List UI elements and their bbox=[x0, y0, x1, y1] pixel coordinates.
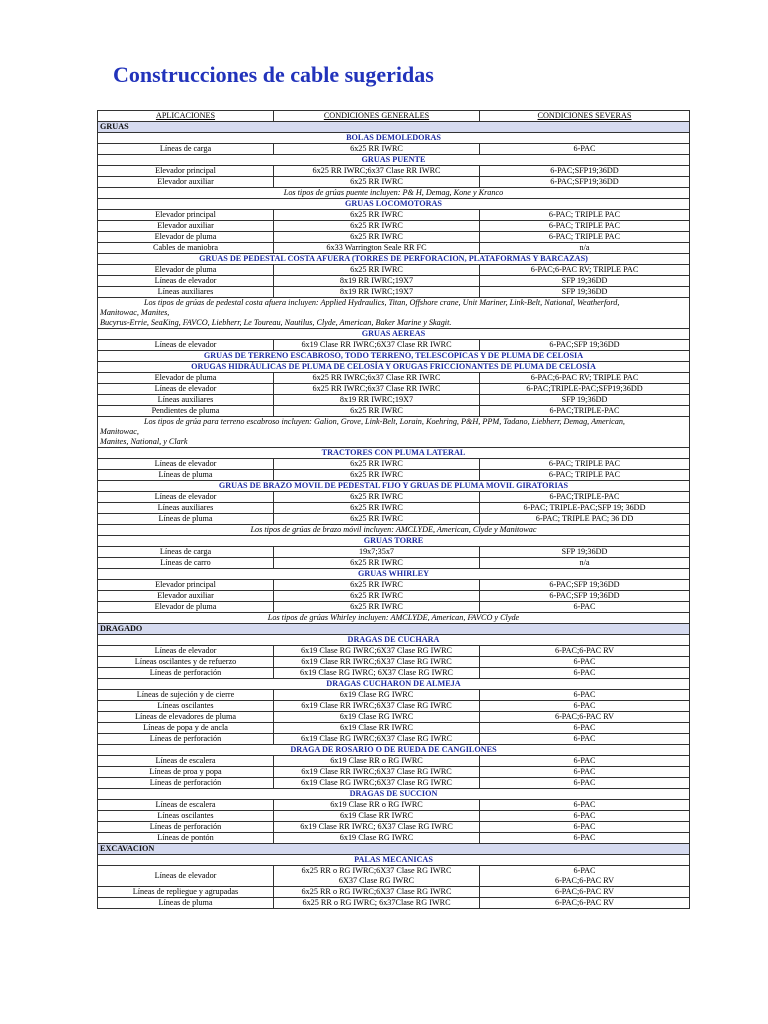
section-row bbox=[98, 122, 690, 133]
cell-aplicacion: Elevador de pluma bbox=[98, 373, 274, 384]
table-row bbox=[98, 580, 690, 591]
subsection-row bbox=[98, 351, 690, 362]
note-line: Bucyrus-Errie, SeaKing, FAVCO, Liebherr, Le Toureau, Nautilus, Clyde, American, Baker Marine y Skagit. bbox=[100, 318, 452, 327]
cell-condiciones-generales: 6x19 Clase RG IWRC;6X37 Clase RG IWRC bbox=[274, 778, 480, 789]
table-row bbox=[98, 406, 690, 417]
cell-condiciones-generales: 6x19 Clase RG IWRC bbox=[274, 690, 480, 701]
table-header-row bbox=[98, 111, 690, 122]
table-row bbox=[98, 767, 690, 778]
cell-condiciones-severas: 6-PAC;SFP 19;36DD bbox=[480, 580, 690, 591]
table-row bbox=[98, 866, 690, 887]
table-row bbox=[98, 602, 690, 613]
cell-condiciones-generales: 6x19 Clase RR IWRC; 6X37 Clase RG IWRC bbox=[274, 822, 480, 833]
table-row bbox=[98, 166, 690, 177]
cell-condiciones-severas: SFP 19;36DD bbox=[480, 287, 690, 298]
table-row bbox=[98, 778, 690, 789]
table-row bbox=[98, 734, 690, 745]
table-row bbox=[98, 340, 690, 351]
cell-condiciones-severas: 6-PAC; TRIPLE PAC bbox=[480, 459, 690, 470]
cell-aplicacion: Elevador principal bbox=[98, 580, 274, 591]
cell-aplicacion: Líneas de elevador bbox=[98, 646, 274, 657]
cell-line: 6x25 RR o RG IWRC;6X37 Clase RG IWRC bbox=[301, 866, 452, 875]
cell-aplicacion: Líneas auxiliares bbox=[98, 503, 274, 514]
subsection-row bbox=[98, 745, 690, 756]
note-cell bbox=[98, 417, 690, 448]
note-line: Manites, National, y Clark bbox=[100, 437, 188, 446]
cell-condiciones-severas: 6-PAC; TRIPLE PAC bbox=[480, 470, 690, 481]
note-cell: Los tipos de grúas puente incluyen: P& H, Demag, Kone y Kranco bbox=[98, 188, 690, 199]
table-row bbox=[98, 701, 690, 712]
cell-condiciones-severas: 6-PAC;6-PAC RV bbox=[480, 898, 690, 909]
cell-condiciones-generales: 8x19 RR IWRC;19X7 bbox=[274, 395, 480, 406]
cell-condiciones-severas: n/a bbox=[480, 243, 690, 254]
note-cell bbox=[98, 298, 690, 329]
cell-condiciones-severas: 6-PAC bbox=[480, 767, 690, 778]
cell-aplicacion: Líneas de pontón bbox=[98, 833, 274, 844]
cell-condiciones-generales: 6x25 RR IWRC bbox=[274, 602, 480, 613]
cell-aplicacion: Líneas de elevador bbox=[98, 459, 274, 470]
subsection-row bbox=[98, 679, 690, 690]
section-title: GRUAS bbox=[98, 122, 690, 133]
subsection-row bbox=[98, 481, 690, 492]
cell-aplicacion: Líneas de escalera bbox=[98, 800, 274, 811]
cell-condiciones-severas: 6-PAC bbox=[480, 778, 690, 789]
note-row bbox=[98, 417, 690, 448]
cell-condiciones-generales: 6x19 Clase RG IWRC bbox=[274, 833, 480, 844]
subsection-title: BOLAS DEMOLEDORAS bbox=[98, 133, 690, 144]
cell-condiciones-severas: 6-PAC bbox=[480, 800, 690, 811]
note-line: Los tipos de grúas de pedestal costa afuera incluyen: Applied Hydraulics, Titan, Offshore crane, Unit Mariner, Link-Belt, National, Weatherford, bbox=[144, 298, 620, 307]
cell-condiciones-generales: 6x25 RR IWRC bbox=[274, 221, 480, 232]
subsection-row bbox=[98, 789, 690, 800]
subsection-title: DRAGAS DE SUCCION bbox=[98, 789, 690, 800]
cell-condiciones-generales: 6x19 Clase RR IWRC;6X37 Clase RR IWRC bbox=[274, 340, 480, 351]
cell-condiciones-generales: 6x25 RR IWRC;6x37 Clase RR IWRC bbox=[274, 373, 480, 384]
cell-condiciones-generales: 6x25 RR o RG IWRC;6X37 Clase RG IWRC bbox=[274, 887, 480, 898]
cell-aplicacion: Elevador auxiliar bbox=[98, 177, 274, 188]
table-row bbox=[98, 822, 690, 833]
cell-aplicacion: Pendientes de pluma bbox=[98, 406, 274, 417]
cell-aplicacion: Líneas de pluma bbox=[98, 898, 274, 909]
subsection-title: GRUAS WHIRLEY bbox=[98, 569, 690, 580]
cell-line: 6X37 Clase RG IWRC bbox=[338, 876, 415, 885]
cell-condiciones-generales: 6x19 Clase RR o RG IWRC bbox=[274, 800, 480, 811]
cell-condiciones-severas: 6-PAC; TRIPLE PAC bbox=[480, 221, 690, 232]
cell-aplicacion: Líneas de carga bbox=[98, 547, 274, 558]
note-line: Los tipos de grúa para terreno escabroso incluyen: Galion, Grove, Link-Belt, Lorain, Koehring, P&H, PPM, Tadano, Liebherr, Demag, American, bbox=[144, 417, 625, 426]
cell-condiciones-severas: 6-PAC;TRIPLE-PAC bbox=[480, 492, 690, 503]
cell-condiciones-severas: 6-PAC bbox=[480, 657, 690, 668]
cell-aplicacion: Líneas de elevador bbox=[98, 866, 274, 887]
cell-condiciones-severas: 6-PAC;6-PAC RV; TRIPLE PAC bbox=[480, 265, 690, 276]
table-row bbox=[98, 210, 690, 221]
cell-condiciones-severas: 6-PAC;SFP 19;36DD bbox=[480, 340, 690, 351]
cell-aplicacion: Líneas de elevador bbox=[98, 276, 274, 287]
cell-condiciones-generales: 19x7;35x7 bbox=[274, 547, 480, 558]
subsection-row bbox=[98, 254, 690, 265]
note-row bbox=[98, 613, 690, 624]
cell-condiciones-generales: 6x25 RR IWRC bbox=[274, 144, 480, 155]
table-row bbox=[98, 547, 690, 558]
cell-condiciones-generales: 8x19 RR IWRC;19X7 bbox=[274, 287, 480, 298]
cell-line: 6-PAC;6-PAC RV bbox=[554, 876, 615, 885]
subsection-row bbox=[98, 199, 690, 210]
cell-condiciones-generales: 6x19 Clase RR IWRC;6X37 Clase RG IWRC bbox=[274, 701, 480, 712]
cell-condiciones-severas: 6-PAC bbox=[480, 734, 690, 745]
table-row bbox=[98, 492, 690, 503]
cell-condiciones-severas: 6-PAC bbox=[480, 602, 690, 613]
cell-condiciones-generales: 6x19 Clase RR IWRC bbox=[274, 723, 480, 734]
cell-condiciones-severas: 6-PAC bbox=[480, 144, 690, 155]
note-cell: Los tipos de grúas Whirley incluyen: AMCLYDE, American, FAVCO y Clyde bbox=[98, 613, 690, 624]
subsection-title: TRACTORES CON PLUMA LATERAL bbox=[98, 448, 690, 459]
table-row bbox=[98, 712, 690, 723]
table-row bbox=[98, 800, 690, 811]
note-row bbox=[98, 188, 690, 199]
subsection-row bbox=[98, 329, 690, 340]
cell-condiciones-generales: 8x19 RR IWRC;19X7 bbox=[274, 276, 480, 287]
cell-condiciones-severas: 6-PAC;6-PAC RV; TRIPLE PAC bbox=[480, 373, 690, 384]
cell-condiciones-generales: 6x19 Clase RG IWRC;6X37 Clase RG IWRC bbox=[274, 646, 480, 657]
table-row bbox=[98, 657, 690, 668]
cell-condiciones-severas: 6-PAC bbox=[480, 811, 690, 822]
cell-aplicacion: Líneas auxiliares bbox=[98, 395, 274, 406]
cell-condiciones-generales: 6x25 RR IWRC bbox=[274, 558, 480, 569]
header-condiciones-severas: CONDICIONES SEVERAS bbox=[480, 111, 690, 122]
cell-condiciones-severas: 6-PAC;6-PAC RV bbox=[480, 712, 690, 723]
cell-condiciones-severas: 6-PAC;SFP 19;36DD bbox=[480, 591, 690, 602]
table-row bbox=[98, 690, 690, 701]
cell-condiciones-severas: SFP 19;36DD bbox=[480, 395, 690, 406]
cell-condiciones-generales: 6x25 RR IWRC bbox=[274, 514, 480, 525]
cell-condiciones-severas: 6-PAC; TRIPLE PAC; 36 DD bbox=[480, 514, 690, 525]
cell-condiciones-severas: 6-PAC bbox=[480, 723, 690, 734]
cell-condiciones-severas: 6-PAC bbox=[480, 833, 690, 844]
header-aplicaciones: APLICACIONES bbox=[98, 111, 274, 122]
cell-aplicacion: Líneas de sujeción y de cierre bbox=[98, 690, 274, 701]
cell-aplicacion: Líneas auxiliares bbox=[98, 287, 274, 298]
cell-condiciones-generales: 6x25 RR IWRC bbox=[274, 406, 480, 417]
table-row bbox=[98, 384, 690, 395]
note-row bbox=[98, 525, 690, 536]
table-row bbox=[98, 558, 690, 569]
table-row bbox=[98, 177, 690, 188]
cell-condiciones-generales: 6x25 RR IWRC bbox=[274, 232, 480, 243]
cell-condiciones-generales: 6x33 Warrington Seale RR FC bbox=[274, 243, 480, 254]
cell-aplicacion: Líneas oscilantes bbox=[98, 701, 274, 712]
cell-condiciones-severas: 6-PAC; TRIPLE PAC bbox=[480, 232, 690, 243]
cell-aplicacion: Líneas de escalera bbox=[98, 756, 274, 767]
cell-condiciones-generales: 6x25 RR IWRC bbox=[274, 459, 480, 470]
table-row bbox=[98, 243, 690, 254]
cell-aplicacion: Líneas de proa y popa bbox=[98, 767, 274, 778]
cell-condiciones-generales: 6x19 Clase RG IWRC bbox=[274, 712, 480, 723]
cell-condiciones-generales: 6x25 RR IWRC;6x37 Clase RR IWRC bbox=[274, 166, 480, 177]
cell-aplicacion: Líneas de carro bbox=[98, 558, 274, 569]
subsection-title: GRUAS TORRE bbox=[98, 536, 690, 547]
table-row bbox=[98, 470, 690, 481]
subsection-row bbox=[98, 155, 690, 166]
cell-aplicacion: Líneas de repliegue y agrupadas bbox=[98, 887, 274, 898]
note-cell: Los tipos de grúas de brazo móvil incluyen: AMCLYDE, American, Clyde y Manitowac bbox=[98, 525, 690, 536]
cell-condiciones-generales: 6x25 RR IWRC bbox=[274, 492, 480, 503]
table-row bbox=[98, 144, 690, 155]
cell-condiciones-generales: 6x25 RR IWRC bbox=[274, 177, 480, 188]
note-line: Manitowac, Manites, bbox=[100, 308, 170, 317]
cell-condiciones-generales: 6x19 Clase RR o RG IWRC bbox=[274, 756, 480, 767]
cell-aplicacion: Elevador principal bbox=[98, 210, 274, 221]
cell-condiciones-generales bbox=[274, 866, 480, 887]
cell-condiciones-generales: 6x19 Clase RG IWRC;6X37 Clase RG IWRC bbox=[274, 734, 480, 745]
table-row bbox=[98, 591, 690, 602]
table-row bbox=[98, 898, 690, 909]
table-row bbox=[98, 833, 690, 844]
cell-condiciones-severas: SFP 19;36DD bbox=[480, 276, 690, 287]
cell-condiciones-severas: SFP 19;36DD bbox=[480, 547, 690, 558]
cell-aplicacion: Líneas de elevador bbox=[98, 340, 274, 351]
table-body bbox=[98, 122, 690, 909]
cell-condiciones-severas bbox=[480, 866, 690, 887]
cell-condiciones-severas: 6-PAC bbox=[480, 822, 690, 833]
subsection-row bbox=[98, 855, 690, 866]
cell-aplicacion: Líneas de elevador bbox=[98, 492, 274, 503]
header-condiciones-generales: CONDICIONES GENERALES bbox=[274, 111, 480, 122]
subsection-title: PALAS MECANICAS bbox=[98, 855, 690, 866]
subsection-title: DRAGAS CUCHARON DE ALMEJA bbox=[98, 679, 690, 690]
cell-aplicacion: Elevador de pluma bbox=[98, 265, 274, 276]
section-row bbox=[98, 624, 690, 635]
table-row bbox=[98, 265, 690, 276]
table-row bbox=[98, 811, 690, 822]
cell-aplicacion: Elevador auxiliar bbox=[98, 591, 274, 602]
subsection-row bbox=[98, 635, 690, 646]
cell-condiciones-generales: 6x19 Clase RR IWRC bbox=[274, 811, 480, 822]
cell-condiciones-severas: 6-PAC;6-PAC RV bbox=[480, 646, 690, 657]
subsection-title: GRUAS PUENTE bbox=[98, 155, 690, 166]
table-row bbox=[98, 232, 690, 243]
cell-condiciones-severas: 6-PAC;SFP19;36DD bbox=[480, 166, 690, 177]
cell-condiciones-severas: 6-PAC bbox=[480, 668, 690, 679]
subsection-row bbox=[98, 133, 690, 144]
cell-condiciones-generales: 6x25 RR IWRC;6x37 Clase RR IWRC bbox=[274, 384, 480, 395]
cell-condiciones-severas: 6-PAC bbox=[480, 701, 690, 712]
note-line: Manitowac, bbox=[100, 427, 139, 436]
table-row bbox=[98, 395, 690, 406]
table-row bbox=[98, 503, 690, 514]
table-row bbox=[98, 723, 690, 734]
cell-condiciones-severas: 6-PAC;TRIPLE-PAC bbox=[480, 406, 690, 417]
cell-condiciones-generales: 6x25 RR o RG IWRC; 6x37Clase RG IWRC bbox=[274, 898, 480, 909]
cell-condiciones-severas: 6-PAC bbox=[480, 756, 690, 767]
note-row bbox=[98, 298, 690, 329]
subsection-row bbox=[98, 569, 690, 580]
cell-condiciones-generales: 6x25 RR IWRC bbox=[274, 265, 480, 276]
cable-table bbox=[97, 110, 690, 909]
table-row bbox=[98, 756, 690, 767]
cell-condiciones-generales: 6x25 RR IWRC bbox=[274, 503, 480, 514]
cell-aplicacion: Líneas de pluma bbox=[98, 514, 274, 525]
cell-condiciones-generales: 6x25 RR IWRC bbox=[274, 591, 480, 602]
cell-condiciones-generales: 6x25 RR IWRC bbox=[274, 580, 480, 591]
table-row bbox=[98, 276, 690, 287]
table-row bbox=[98, 668, 690, 679]
cell-aplicacion: Elevador principal bbox=[98, 166, 274, 177]
cell-condiciones-severas: 6-PAC;6-PAC RV bbox=[480, 887, 690, 898]
subsection-row bbox=[98, 362, 690, 373]
cell-condiciones-severas: 6-PAC;TRIPLE-PAC;SFP19;36DD bbox=[480, 384, 690, 395]
table-row bbox=[98, 646, 690, 657]
table-row bbox=[98, 287, 690, 298]
cell-aplicacion: Líneas de popa y de ancla bbox=[98, 723, 274, 734]
table-row bbox=[98, 373, 690, 384]
section-row bbox=[98, 844, 690, 855]
cell-aplicacion: Líneas de perforación bbox=[98, 778, 274, 789]
cell-condiciones-generales: 6x25 RR IWRC bbox=[274, 470, 480, 481]
cell-condiciones-generales: 6x19 Clase RG IWRC; 6X37 Clase RG IWRC bbox=[274, 668, 480, 679]
cell-condiciones-generales: 6x25 RR IWRC bbox=[274, 210, 480, 221]
cell-condiciones-severas: 6-PAC;SFP19;36DD bbox=[480, 177, 690, 188]
section-title: DRAGADO bbox=[98, 624, 690, 635]
subsection-title: GRUAS AEREAS bbox=[98, 329, 690, 340]
section-title: EXCAVACION bbox=[98, 844, 690, 855]
cell-condiciones-severas: n/a bbox=[480, 558, 690, 569]
subsection-title: GRUAS LOCOMOTORAS bbox=[98, 199, 690, 210]
cell-condiciones-severas: 6-PAC; TRIPLE-PAC;SFP 19; 36DD bbox=[480, 503, 690, 514]
cell-aplicacion: Elevador de pluma bbox=[98, 232, 274, 243]
cell-aplicacion: Elevador de pluma bbox=[98, 602, 274, 613]
table-row bbox=[98, 887, 690, 898]
subsection-title: GRUAS DE BRAZO MOVIL DE PEDESTAL FIJO Y GRUAS DE PLUMA MOVIL GIRATORIAS bbox=[98, 481, 690, 492]
cell-aplicacion: Líneas de pluma bbox=[98, 470, 274, 481]
cell-condiciones-generales: 6x19 Clase RR IWRC;6X37 Clase RG IWRC bbox=[274, 767, 480, 778]
cell-aplicacion: Elevador auxiliar bbox=[98, 221, 274, 232]
cell-aplicacion: Líneas oscilantes y de refuerzo bbox=[98, 657, 274, 668]
cell-aplicacion: Líneas de elevador bbox=[98, 384, 274, 395]
subsection-title: GRUAS DE TERRENO ESCABROSO, TODO TERRENO, TELESCOPICAS Y DE PLUMA DE CELOSIA bbox=[98, 351, 690, 362]
cell-aplicacion: Líneas de perforación bbox=[98, 668, 274, 679]
cell-aplicacion: Cables de maniobra bbox=[98, 243, 274, 254]
cell-condiciones-severas: 6-PAC; TRIPLE PAC bbox=[480, 210, 690, 221]
cell-aplicacion: Líneas de carga bbox=[98, 144, 274, 155]
cell-aplicacion: Líneas de perforación bbox=[98, 822, 274, 833]
cell-condiciones-severas: 6-PAC bbox=[480, 690, 690, 701]
cell-condiciones-generales: 6x19 Clase RR IWRC;6X37 Clase RG IWRC bbox=[274, 657, 480, 668]
subsection-title: DRAGAS DE CUCHARA bbox=[98, 635, 690, 646]
table-row bbox=[98, 514, 690, 525]
subsection-row bbox=[98, 448, 690, 459]
subsection-row bbox=[98, 536, 690, 547]
cell-line: 6-PAC bbox=[573, 866, 596, 875]
page-title: Construcciones de cable sugeridas bbox=[113, 62, 434, 87]
cell-aplicacion: Líneas de perforación bbox=[98, 734, 274, 745]
subsection-title: DRAGA DE ROSARIO O DE RUEDA DE CANGILONES bbox=[98, 745, 690, 756]
subsection-title: ORUGAS HIDRÁULICAS DE PLUMA DE CELOSÍA Y ORUGAS FRICCIONANTES DE PLUMA DE CELOSÍA bbox=[98, 362, 690, 373]
subsection-title: GRUAS DE PEDESTAL COSTA AFUERA (TORRES DE PERFORACION, PLATAFORMAS Y BARCAZAS) bbox=[98, 254, 690, 265]
cell-aplicacion: Líneas de elevadores de pluma bbox=[98, 712, 274, 723]
cell-aplicacion: Líneas oscilantes bbox=[98, 811, 274, 822]
table-row bbox=[98, 459, 690, 470]
table-row bbox=[98, 221, 690, 232]
